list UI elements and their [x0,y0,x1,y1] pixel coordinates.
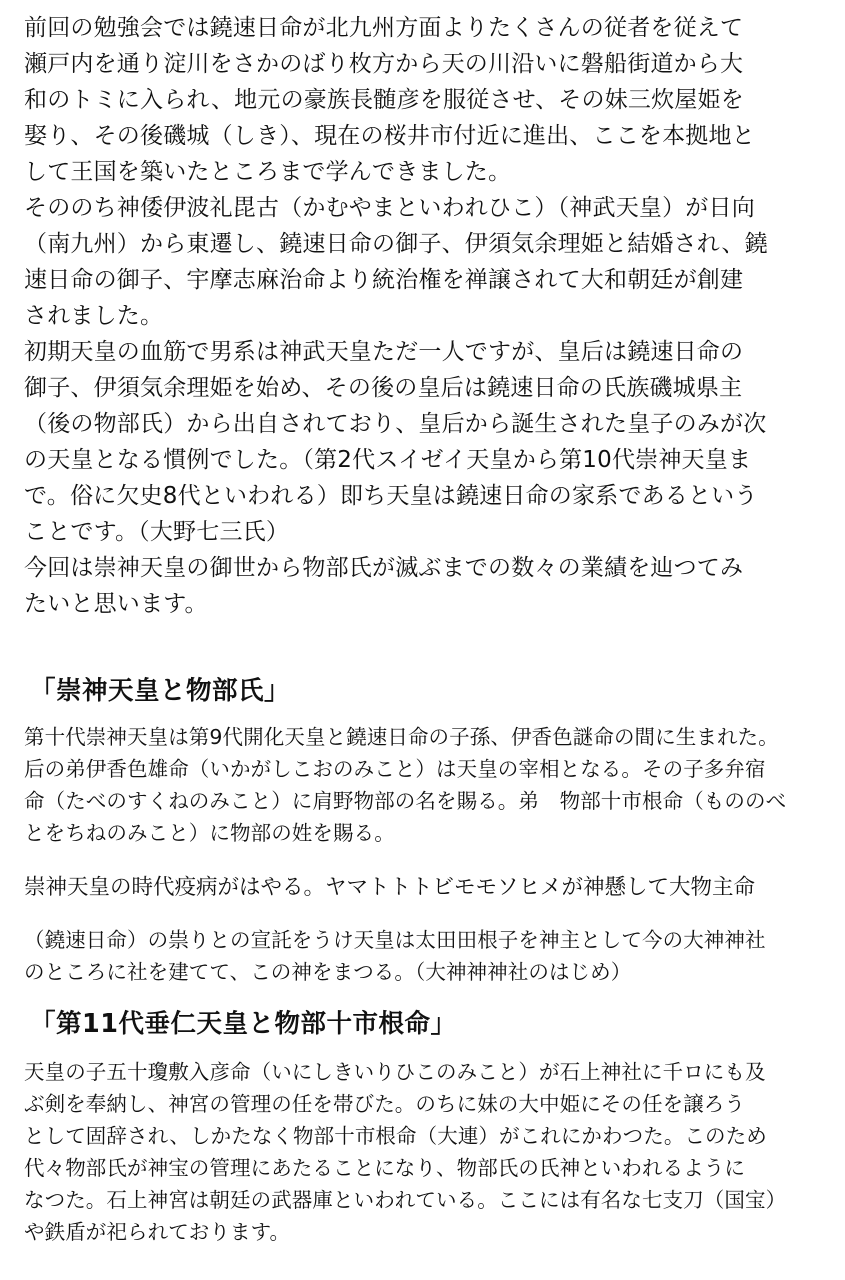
text-line: 和のトミに入られ、地元の豪族長髄彦を服従させ、その妹三炊屋姫を [24,87,744,113]
text-line: の天皇となる慣例でした。（第2代スイゼイ天皇から第10代崇神天皇ま [24,447,752,473]
text-line: 命（たべのすくねのみこと）に肩野物部の名を賜る。弟 物部十市根命（もののべ [24,789,787,813]
section2-paragraph [24,1056,842,1248]
text-line: 瀬戸内を通り淀川をさかのばり枚方から天の川沿いに磐船街道から大 [24,51,744,77]
text-line: ぶ剣を奉納し、神宮の管理の任を帯びた。のちに妹の大中姫にその任を譲ろう [24,1092,745,1116]
text-line: や鉄盾が祀られております。 [24,1220,291,1244]
text-line: 代々物部氏が神宝の管理にあたることになり、物部氏の氏神といわれるように [24,1156,745,1180]
text-line: 后の弟伊香色雄命（いかがしこおのみこと）は天皇の宰相となる。その子多弁宿 [24,757,766,781]
text-line: のところに社を建てて、この神をまつる。（大神神神社のはじめ） [24,960,632,984]
text-line: 天皇の子五十瓊敷入彦命（いにしきいりひこのみこと）が石上神社に千ロにも及 [24,1060,766,1084]
text-line: なつた。石上神宮は朝廷の武器庫といわれている。ここには有名な七支刀（国宝） [24,1188,787,1212]
text-line: 前回の勉強会では鐃速日命が北九州方面よりたくさんの従者を従えて [24,15,744,41]
text-line: 娶り、その後磯城（しき）、現在の桜井市付近に進出、ここを本拠地と [24,123,755,149]
text-line: して王国を築いたところまで学んできました。 [24,159,512,185]
text-line: （南九州）から東遷し、鐃速日命の御子、伊須気余理姫と結婚され、鐃 [24,231,768,257]
section1-sentence: 崇神天皇の時代疫病がはやる。ヤマトトトビモモソヒメが神懸して大物主命 [24,875,756,900]
text-line: 第十代崇神天皇は第9代開化天皇と鐃速日命の子孫、伊香色謎命の間に生まれた。 [24,725,779,749]
text-line: 今回は崇神天皇の御世から物部氏が滅ぶまでの数々の業績を辿つてみ [24,555,744,581]
section1-paragraph-2 [24,924,842,988]
text-line: （鐃速日命）の祟りとの宣託をうけ天皇は太田田根子を神主として今の大神神社 [24,928,766,952]
section-heading: 「第11代垂仁天皇と物部十市根命」 [30,1009,457,1039]
text-line: とをちねのみこと）に物部の姓を賜る。 [24,821,395,845]
text-line: たいと思います。 [24,591,208,617]
text-line: で。俗に欠史8代といわれる）即ち天皇は鐃速日命の家系であるという [24,483,758,509]
text-line: されました。 [24,303,164,329]
text-line: 速日命の御子、宇摩志麻治命より統治権を禅譲されて大和朝廷が創建 [24,267,744,293]
section1-paragraph [24,721,842,849]
text-line: 御子、伊須気余理姫を始め、その後の皇后は鐃速日命の氏族磯城県主 [24,375,743,401]
text-line: として固辞され、しかたなく物部十市根命（大連）がこれにかわつた。このため [24,1124,767,1148]
text-line: （後の物部氏）から出自されており、皇后から誕生された皇子のみが次 [24,411,767,437]
section-heading: 「崇神天皇と物部氏」 [30,676,291,706]
text-line: そののち神倭伊波礼毘古（かむやまといわれひこ）（神武天皇）が日向 [24,195,755,221]
text-line: ことです。（大野七三氏） [24,519,290,545]
intro-paragraph [24,10,842,550]
text-line: 初期天皇の血筋で男系は神武天皇ただ一人ですが、皇后は鐃速日命の [24,339,744,365]
purpose-paragraph [24,550,842,622]
